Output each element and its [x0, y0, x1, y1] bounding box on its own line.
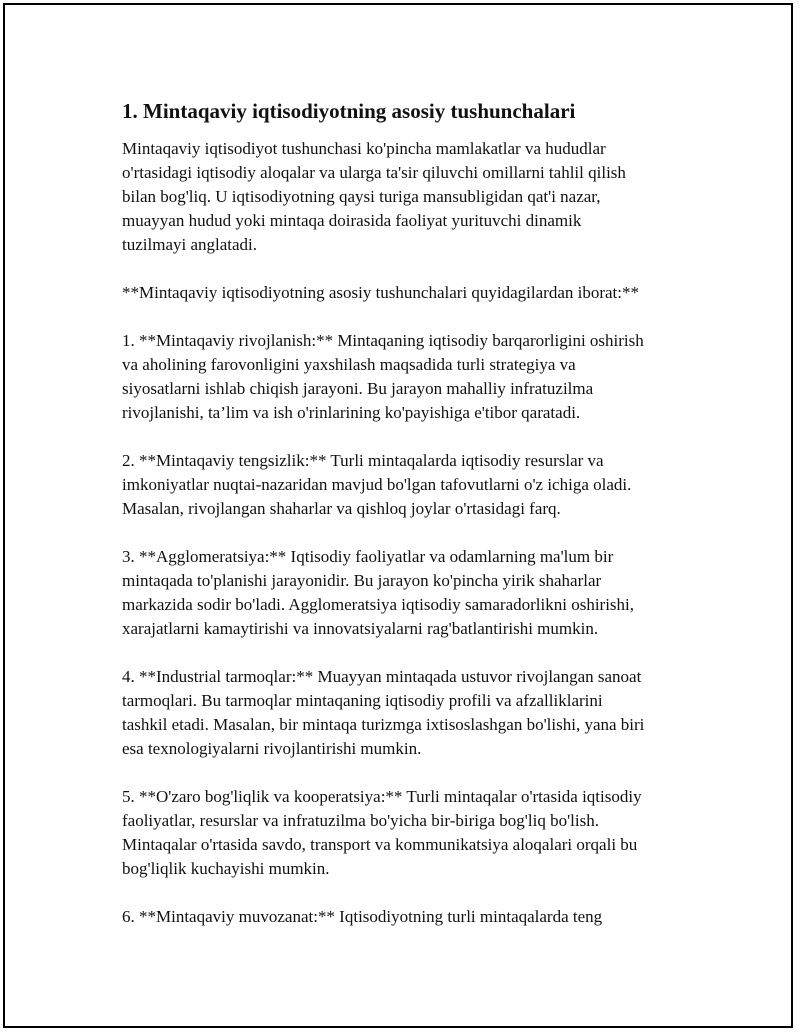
- concept-2-paragraph: 2. **Mintaqaviy tengsizlik:** Turli mintaqalarda iqtisodiy resurslar va imkoniyatlar nuqtai-nazaridan mavjud bo'lgan tafovutlarni o'z ichiga oladi. Masalan, rivojlangan shaharlar va qishloq joylar o'rtasidagi farq.: [122, 451, 632, 518]
- concept-3-paragraph: 3. **Agglomeratsiya:** Iqtisodiy faoliyatlar va odamlarning ma'lum bir mintaqada to'planishi jarayonidir. Bu jarayon ko'pincha yirik shaharlar markazida sodir bo'ladi. Agglomeratsiya iqtisodiy samaradorlikni oshirishi, xarajatlarni kamaytirishi va innovatsiyalarni rag'batlantirishi mumkin.: [122, 547, 635, 638]
- concept-5-paragraph: 5. **O'zaro bog'liqlik va kooperatsiya:** Turli mintaqalar o'rtasida iqtisodiy faoliyatlar, resurslar va infratuzilma bo'yicha bir-biriga bog'liq bo'lish. Mintaqalar o'rtasida savdo, transport va kommunikatsiya aloqalari orqali bu bog'liqlik kuchayishi mumkin.: [122, 787, 642, 878]
- concept-1-paragraph: 1. **Mintaqaviy rivojlanish:** Mintaqaning iqtisodiy barqarorligini oshirish va aholining farovonligini yaxshilash maqsadida turli strategiya va siyosatlarni ishlab chiqish jarayoni. Bu jarayon mahalliy infratuzilma rivojlanishi, ta’lim va ish o'rinlarining ko'payishiga e'tibor qaratadi.: [122, 331, 644, 422]
- concepts-intro-paragraph: **Mintaqaviy iqtisodiyotning asosiy tushunchalari quyidagilardan iborat:**: [122, 283, 640, 302]
- intro-paragraph: Mintaqaviy iqtisodiyot tushunchasi ko'pincha mamlakatlar va hududlar o'rtasidagi iqtisodiy aloqalar va ularga ta'sir qiluvchi omillarni tahlil qilish bilan bog'liq. U iqtisodiyotning qaysi turiga mansubligidan qat'i nazar, muayyan hudud yoki mintaqa doirasida faoliyat yurituvchi dinamik tuzilmayi anglatadi.: [122, 139, 626, 254]
- document-content: [122, 97, 712, 953]
- concept-4-paragraph: 4. **Industrial tarmoqlar:** Muayyan mintaqada ustuvor rivojlangan sanoat tarmoqlari. Bu tarmoqlar mintaqaning iqtisodiy profili va afzalliklarini tashkil etadi. Masalan, bir mintaqa turizmga ixtisoslashgan bo'lishi, yana biri esa texnologiyalarni rivojlantirishi mumkin.: [122, 667, 645, 758]
- page-frame: [3, 3, 793, 1028]
- section-heading: 1. Mintaqaviy iqtisodiyotning asosiy tushunchalari: [122, 99, 576, 123]
- concept-6-paragraph: 6. **Mintaqaviy muvozanat:** Iqtisodiyotning turli mintaqalarda teng: [122, 907, 603, 926]
